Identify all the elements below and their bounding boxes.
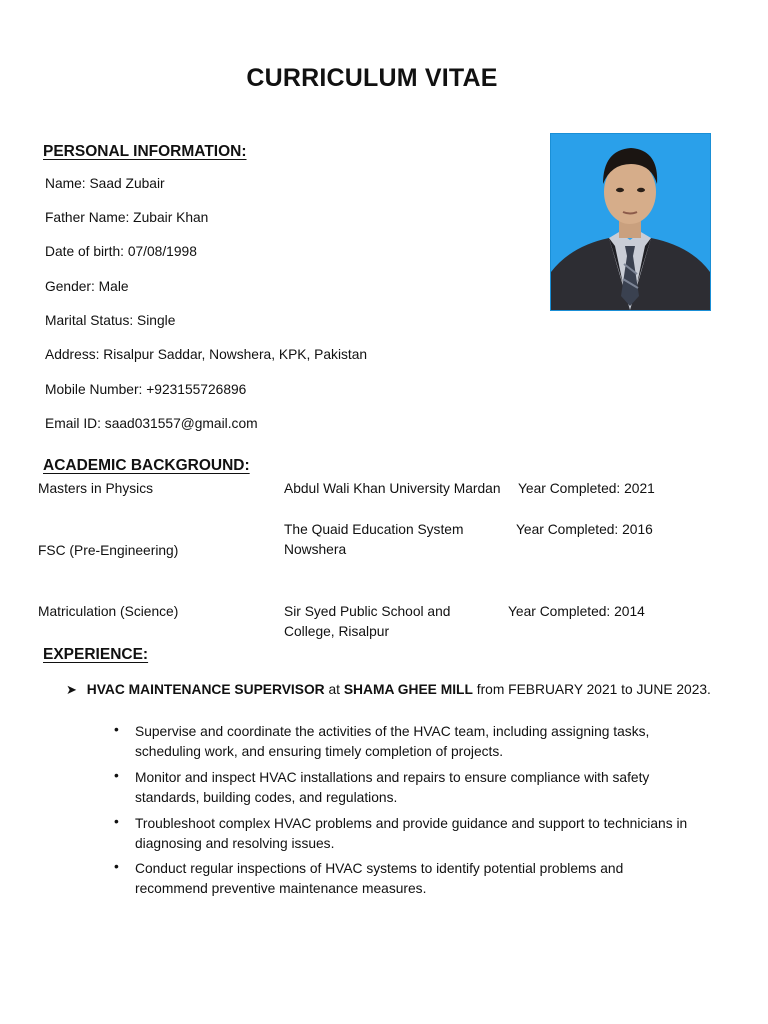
document-title: CURRICULUM VITAE xyxy=(246,64,498,92)
personal-address: Address: Risalpur Saddar, Nowshera, KPK, Pakistan xyxy=(45,347,368,362)
profile-photo xyxy=(550,133,711,311)
personal-email: Email ID: saad031557@gmail.com xyxy=(45,416,258,431)
bullet-dot-icon: • xyxy=(114,859,119,874)
job-company: SHAMA GHEE MILL xyxy=(343,682,473,697)
experience-bullet-4: Conduct regular inspections of HVAC systems to identify potential problems and recommend preventive maintenance measures. xyxy=(135,861,624,896)
academic-year-fsc: Year Completed: 2016 xyxy=(516,522,653,537)
personal-mobile: Mobile Number: +923155726896 xyxy=(45,382,247,397)
personal-father-name: Father Name: Zubair Khan xyxy=(45,210,209,225)
academic-degree-fsc: FSC (Pre-Engineering) xyxy=(38,543,179,558)
job-role: HVAC MAINTENANCE SUPERVISOR xyxy=(86,682,325,697)
academic-institution-matriculation: Sir Syed Public School and College, Risalpur xyxy=(284,604,451,639)
experience-bullet-3: Troubleshoot complex HVAC problems and provide guidance and support to technicians in diagnosing and resolving issues. xyxy=(135,816,688,851)
bullet-dot-icon: • xyxy=(114,722,119,737)
academic-institution-fsc: The Quaid Education System Nowshera xyxy=(284,522,464,557)
personal-information-heading: PERSONAL INFORMATION: xyxy=(43,143,247,160)
person-portrait-icon xyxy=(551,134,710,310)
experience-heading: EXPERIENCE: xyxy=(43,646,149,663)
arrow-bullet-icon: ➤ xyxy=(66,682,77,697)
personal-gender: Gender: Male xyxy=(45,279,129,294)
academic-degree-matriculation: Matriculation (Science) xyxy=(38,604,179,619)
academic-institution-masters: Abdul Wali Khan University Mardan xyxy=(284,481,501,496)
experience-bullet-2: Monitor and inspect HVAC installations and repairs to ensure compliance with safety standards, building codes, and regulations. xyxy=(135,770,650,805)
academic-degree-masters: Masters in Physics xyxy=(38,481,154,496)
job-at: at xyxy=(328,682,341,697)
experience-bullet-1: Supervise and coordinate the activities of the HVAC team, including assigning tasks, scheduling work, and ensuring timely completion of projects. xyxy=(135,724,650,759)
personal-marital-status: Marital Status: Single xyxy=(45,313,176,328)
personal-name: Name: Saad Zubair xyxy=(45,176,165,191)
job-period: from FEBRUARY 2021 to JUNE 2023. xyxy=(476,682,711,697)
academic-year-masters: Year Completed: 2021 xyxy=(518,481,655,496)
personal-date-of-birth: Date of birth: 07/08/1998 xyxy=(45,244,197,259)
experience-job-line xyxy=(66,682,711,698)
bullet-dot-icon: • xyxy=(114,768,119,783)
academic-background-heading: ACADEMIC BACKGROUND: xyxy=(43,457,250,474)
bullet-dot-icon: • xyxy=(114,814,119,829)
academic-year-matriculation: Year Completed: 2014 xyxy=(508,604,645,619)
